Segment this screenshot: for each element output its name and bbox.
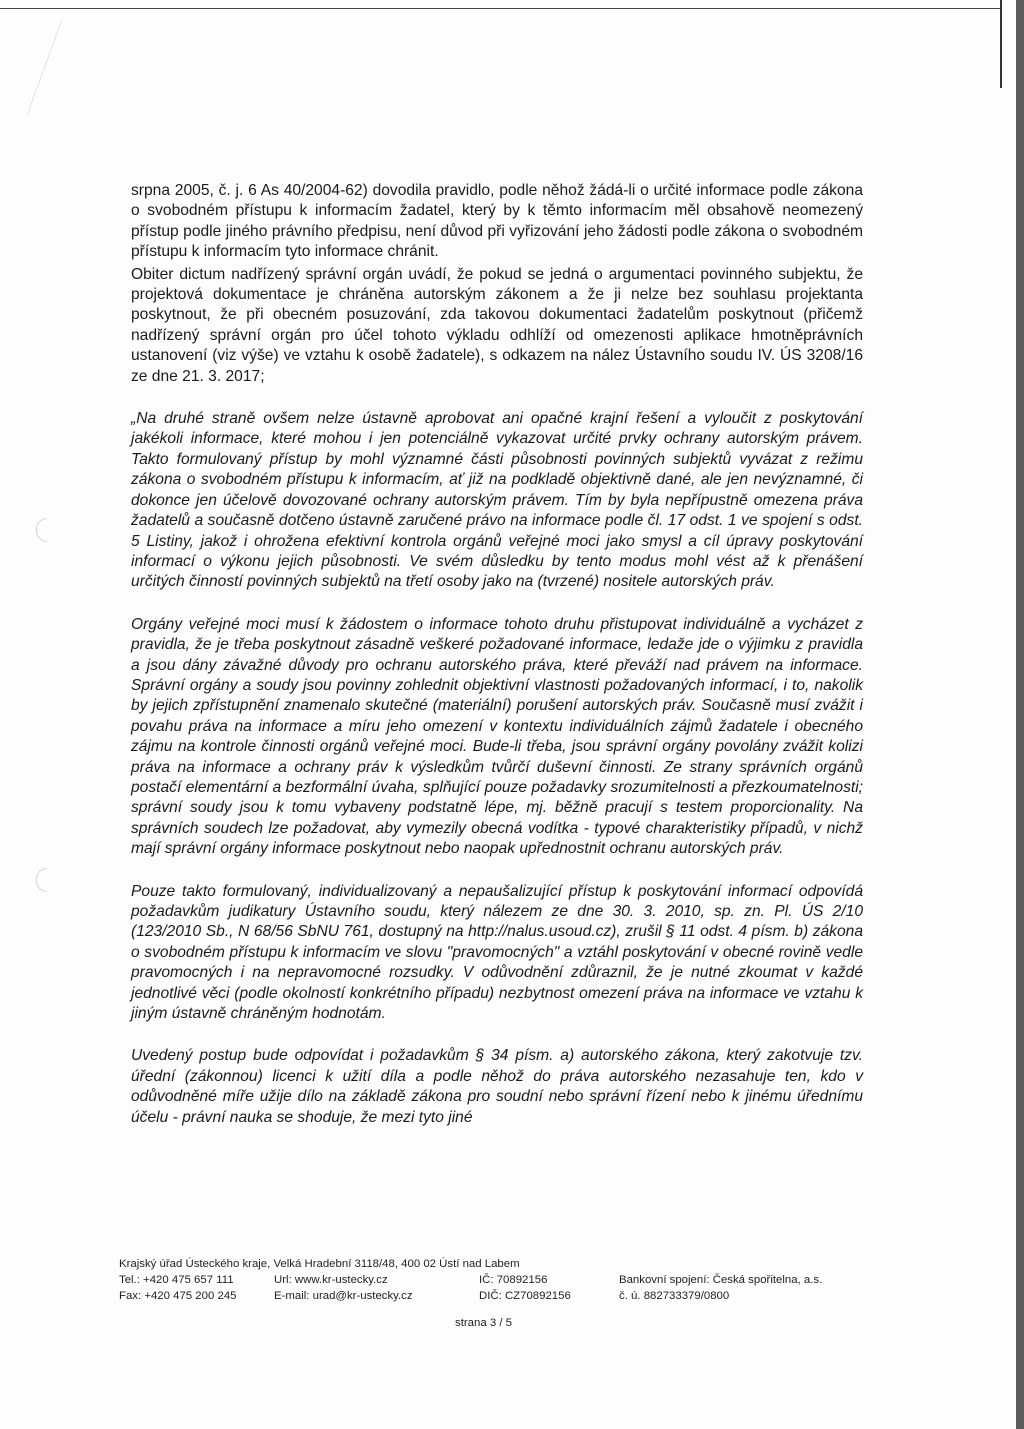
footer-bank: Bankovní spojení: Česká spořitelna, a.s. [619,1274,823,1286]
scan-edge-shadow [1016,0,1024,1429]
footer-account: č. ú. 882733379/0800 [619,1290,730,1302]
quoted-paragraph: „Na druhé straně ovšem nelze ústavně aprobovat ani opačné krajní řešení a vyloučit z poskytování jakékoli informace, které mohou i jen potenciálně vykazovat určité prvky ochrany autorským právem. Takto formulovaný přístup by mohl významné části působnosti povinných subjektů vyvázat z režimu zákona o svobodném přístupu k informacím, ať již na podkladě objektivně dané, ale jen nevýznamné, či dokonce jen účelově dovozované ochrany autorským právem. Tím by byla nepřípustně omezena práva žadatelů a současně dotčeno ústavně zaručené právo na informace podle čl. 17 odst. 1 ve spojení s odst. 5 Listiny, jakož i ohrožena efektivní kontrola orgánů veřejné moci jako smysl a cíl úpravy poskytování informací o výkonu jejich působnosti. Ve svém důsledku by tento modus mohl vést až k přenášení určitých činností povinných subjektů na třetí osoby jako na (tvrzené) nositele autorských práv. [131,410,863,591]
scan-border-right [1000,0,1002,88]
footer-email: E-mail: urad@kr-ustecky.cz [274,1290,413,1302]
page-number: strana 3 / 5 [455,1317,512,1329]
quoted-paragraph: Uvedený postup bude odpovídat i požadavkům § 34 písm. a) autorského zákona, který zakotvuje tzv. úřední (zákonnou) licenci k užití díla a podle něhož do práva autorského nezasahuje ten, kdo v odůvodněné míře užije dílo na základě zákona pro soudní nebo správní řízení nebo k jinému úřednímu účelu - právní nauka se shoduje, že mezi tyto jiné [131,1047,863,1126]
footer-url: Url: www.kr-ustecky.cz [274,1274,388,1286]
punch-hole-mark [36,518,47,542]
quoted-paragraph: Pouze takto formulovaný, individualizovaný a nepaušalizující přístup k poskytování informací odpovídá požadavkům judikatury Ústavního soudu, který nálezem ze dne 30. 3. 2010, sp. zn. Pl. ÚS 2/10 (123/2010 Sb., N 68/56 SbNU 761, dostupný na http://nalus.usoud.cz), zrušil § 11 odst. 4 písm. b) zákona o svobodném přístupu k informacím ve slovu "pravomocných" a vztáhl poskytování v obecné rovině vedle pravomocných i na nepravomocné rozsudky. V odůvodnění zdůraznil, že je nutné zkoumat v každé jednotlivé věci (podle okolností konkrétního případu) nezbytnost omezení práva na informace ve vztahu k jiným ústavně chráněným hodnotám. [131,882,863,1023]
scan-border-top [0,8,1000,9]
footer-tel: Tel.: +420 475 657 111 [119,1274,234,1286]
paragraph: srpna 2005, č. j. 6 As 40/2004-62) dovodila pravidlo, podle něhož žádá-li o určité informace podle zákona o svobodném přístupu k informacím žadatel, který by k těmto informacím měl obsahově neomezený přístup podle jiného právního předpisu, není důvod při vyřizování jeho žádosti podle zákona o svobodném přístupu k informacím tyto informace chránit. [131,182,863,261]
footer-ico: IČ: 70892156 [479,1274,548,1286]
document-body [131,181,863,1128]
paragraph: Obiter dictum nadřízený správní orgán uvádí, že pokud se jedná o argumentaci povinného subjektu, že projektová dokumentace je chráněna autorským zákonem a že ji nelze bez souhlasu projektanta poskytnout, že při obecném posuzování, zda takovou dokumentaci žadatelům poskytnout (přičemž nadřízený správní orgán pro účel tohoto výkladu odhlíží od omezenosti aplikace hmotněprávních ustanovení (viz výše) ve vztahu k osobě žadatele), s odkazem na nález Ústavního soudu IV. ÚS 3208/16 ze dne 21. 3. 2017; [131,265,863,385]
footer-dic: DIČ: CZ70892156 [479,1290,571,1302]
footer-address: Krajský úřad Ústeckého kraje, Velká Hradební 3118/48, 400 02 Ústí nad Labem [119,1258,520,1270]
scan-artifact [27,20,93,115]
footer-fax: Fax: +420 475 200 245 [119,1290,237,1302]
quoted-paragraph: Orgány veřejné moci musí k žádostem o informace tohoto druhu přistupovat individuálně a vycházet z pravidla, že je třeba poskytnout zásadně veškeré požadované informace, ledaže jde o výjimku z pravidla a jsou dány závažné důvody pro ochranu autorského práva, které převáží nad právem na informace. Správní orgány a soudy jsou povinny zohlednit objektivní vlastnosti požadovaných informací, i to, nakolik by jejich zpřístupnění znamenalo skutečné (materiální) porušení autorských práv. Současně musí zvážit i povahu práva na informace a míru jeho omezení v kontextu individuálních zájmů žadatele i obecného zájmu na kontrole činnosti orgánů veřejné moci. Bude-li třeba, jsou správní orgány povolány zvážit kolizi práva na informace a ochrany práv k výsledkům tvůrčí duševní činnosti. Ze strany správních orgánů postačí elementární a bezformální úvaha, splňující pouze požadavky srozumitelnosti a přezkoumatelnosti; správní soudy jsou k tomu vybaveny podstatně lépe, mj. běžně pracují s testem proporcionality. Na správních soudech lze požadovat, aby vymezily obecná vodítka - typové charakteristiky případů, v nichž mají správní orgány informace poskytnout nebo naopak upřednostnit ochranu autorských práv. [131,615,863,858]
punch-hole-mark [36,868,47,892]
